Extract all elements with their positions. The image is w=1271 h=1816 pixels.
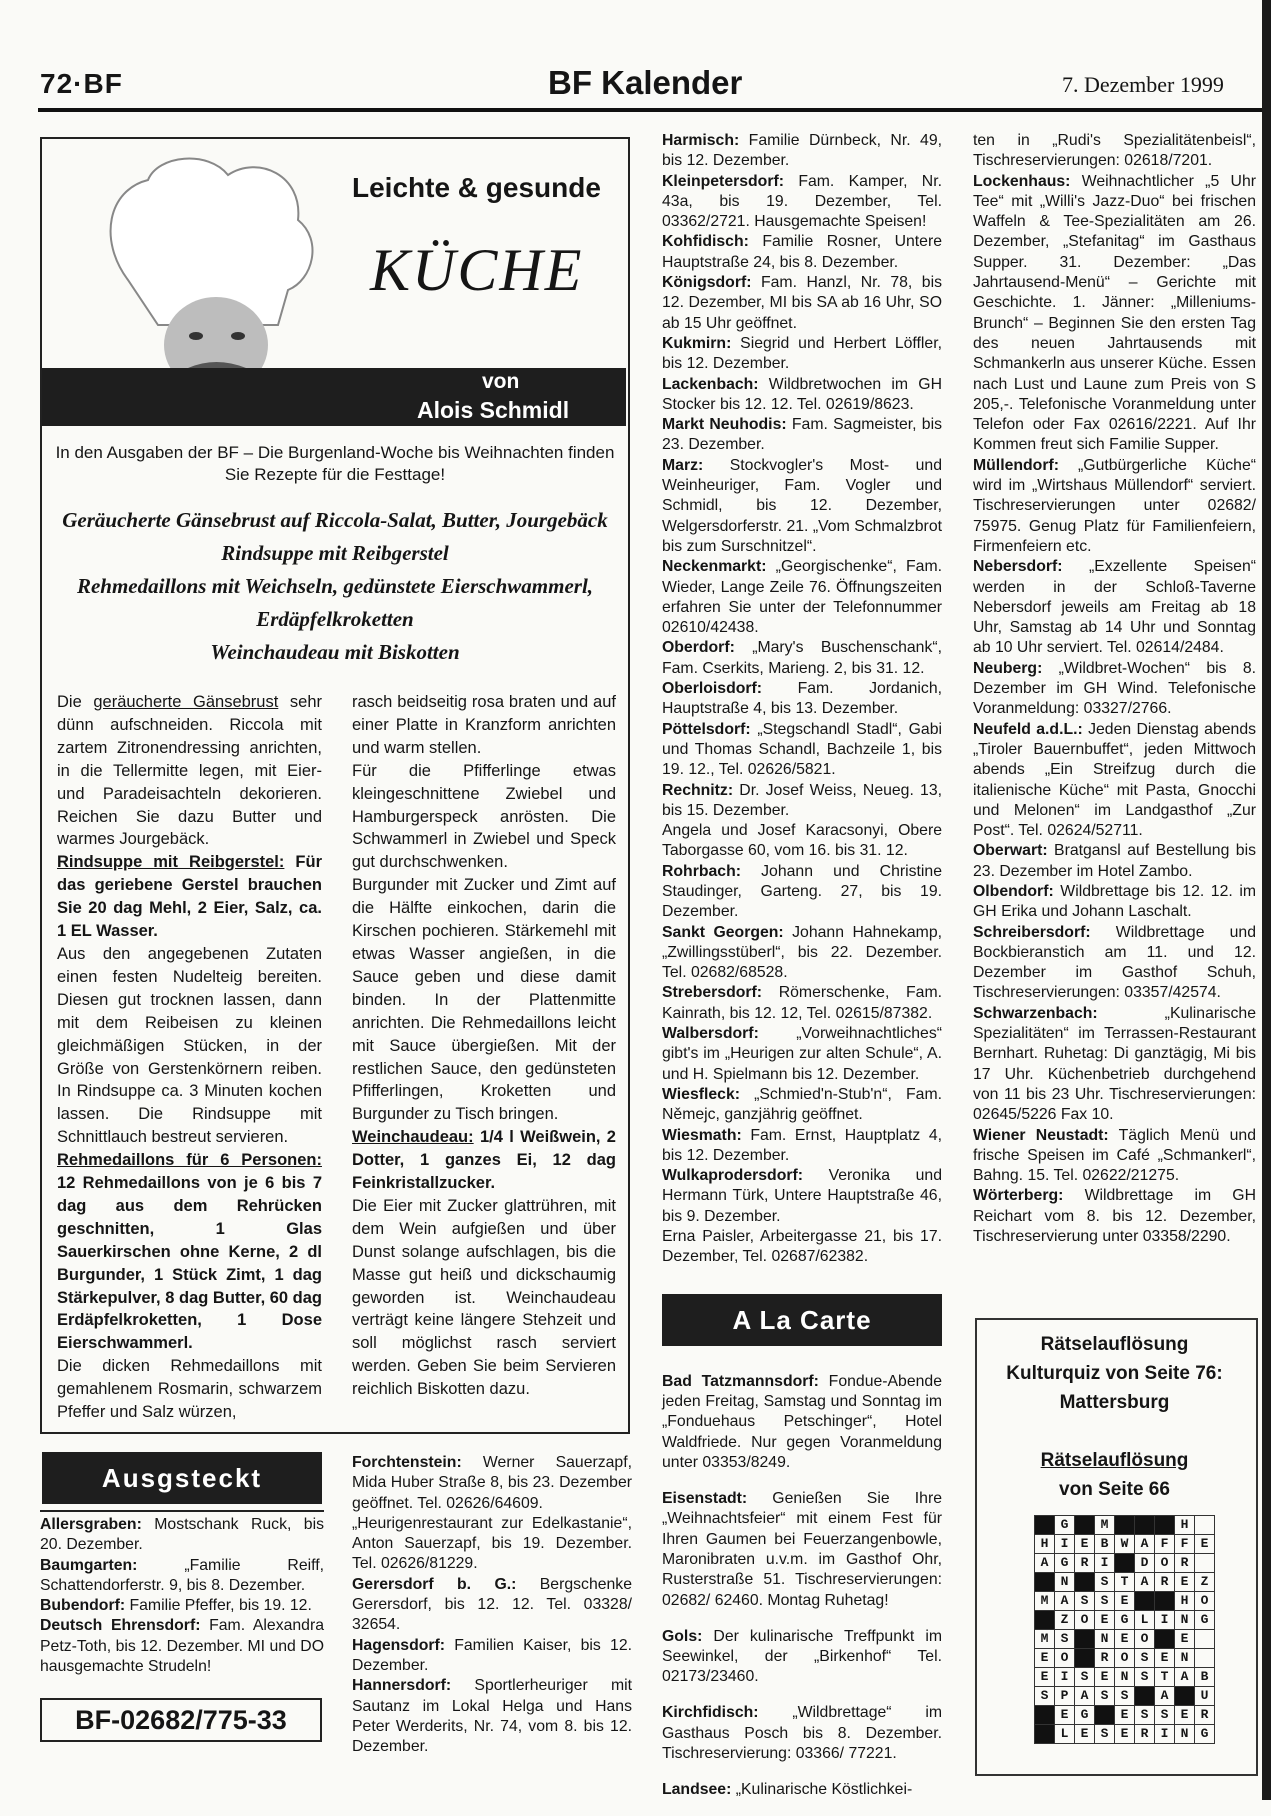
- crossword-cell: O: [1055, 1649, 1075, 1668]
- listing-place: Schreibersdorf:: [973, 923, 1091, 941]
- listing-place: Lackenbach:: [662, 375, 759, 393]
- crossword-cell: M: [1035, 1592, 1055, 1611]
- crossword-cell: I: [1155, 1611, 1175, 1630]
- listing-entry: [352, 1575, 632, 1636]
- crossword-cell: S: [1095, 1573, 1115, 1592]
- listing-place: Gerersdorf b. G.:: [352, 1575, 517, 1593]
- crossword-cell: F: [1175, 1535, 1195, 1554]
- header-rule: [38, 108, 1263, 112]
- listing-text: Mostschank Ruck, bis 20. Dezember.: [40, 1516, 324, 1554]
- quiz-answer: Mattersburg: [1059, 1392, 1170, 1413]
- crossword-cell: [1115, 1516, 1135, 1535]
- crossword-cell: Z: [1195, 1573, 1215, 1592]
- crossword-cell: G: [1075, 1706, 1095, 1725]
- crossword-cell: [1035, 1725, 1055, 1744]
- listing-place: Strebersdorf:: [662, 984, 763, 1002]
- crossword-cell: [1035, 1611, 1055, 1630]
- crossword-cell: S: [1115, 1687, 1135, 1706]
- crossword-cell: B: [1195, 1668, 1215, 1687]
- listing-place: Lockenhaus:: [973, 172, 1071, 190]
- listing-place: Oberwart:: [973, 842, 1048, 860]
- listing-place: Neufeld a.d.L.:: [973, 720, 1083, 738]
- listing-place: Wörterberg:: [973, 1187, 1064, 1205]
- crossword-cell: R: [1135, 1725, 1155, 1744]
- listing-place: Königsdorf:: [662, 274, 752, 292]
- listing-entry: [662, 1085, 942, 1126]
- crossword-cell: [1115, 1554, 1135, 1573]
- listing-entry: [352, 1514, 632, 1575]
- listing-place: Pöttelsdorf:: [662, 720, 751, 738]
- dish: Rindsuppe mit Reibgerstel: [221, 541, 449, 565]
- crossword-cell: [1035, 1573, 1055, 1592]
- crossword-solution-grid: [1034, 1515, 1215, 1744]
- crossword-cell: E: [1095, 1611, 1115, 1630]
- ausgsteckt-heading: Ausgsteckt: [42, 1452, 322, 1504]
- crossword-cell: G: [1055, 1516, 1075, 1535]
- listing-place: Kleinpetersdorf:: [662, 172, 785, 190]
- listing-text: Fam. Alexandra Petz-Toth, bis 12. Dezember. MI und DO hausgemachte Strudeln!: [40, 1617, 324, 1676]
- listing-place: Oberloisdorf:: [662, 680, 763, 698]
- listing-entry: [352, 1636, 632, 1677]
- crossword-cell: E: [1175, 1630, 1195, 1649]
- crossword-cell: S: [1155, 1706, 1175, 1725]
- crossword-cell: S: [1095, 1687, 1115, 1706]
- crossword-cell: T: [1115, 1573, 1135, 1592]
- byline-author: Alois Schmidl: [417, 397, 570, 423]
- crossword-cell: G: [1195, 1611, 1215, 1630]
- listing-text: „Heurigenrestaurant zur Edelkastanie“, Anton Sauerzapf, bis 19. Dezember. Tel. 02626/81229.: [352, 1514, 632, 1573]
- listing-text: „Wildbrettage“ im Gasthaus Posch bis 8. Dezember. Tischreservierung: 03366/ 77221.: [662, 1704, 942, 1762]
- listing-entry: [662, 1489, 942, 1611]
- crossword-cell: R: [1195, 1706, 1215, 1725]
- listing-text: Der kulinarische Treffpunkt im Seewinkel, der „Birkenhof“ Tel. 02173/23460.: [662, 1627, 942, 1686]
- listing-entry: [662, 273, 942, 334]
- listings-column-4: [973, 131, 1256, 1247]
- crossword-cell: I: [1055, 1668, 1075, 1687]
- listing-text: Bratgansl auf Bestellung bis 23. Dezember im Hotel Zambo.: [973, 842, 1256, 880]
- listing-place: Eisenstadt:: [662, 1490, 748, 1508]
- listing-entry: [973, 841, 1256, 882]
- crossword-cell: O: [1115, 1649, 1135, 1668]
- listing-text: Jeden Dienstag abends „Tiroler Bauernbuffet“, jeden Mittwoch abends „Ein Streifzug durch die italienische Küche“ mit Pasta, Gnocchi und Melonen“ im Landgasthof „Zur Post“. Tel. 02624/52711.: [973, 720, 1256, 840]
- listing-entry: [662, 1166, 942, 1227]
- feature-intro: In den Ausgaben der BF – Die Burgenland-Woche bis Weihnachten finden Sie Rezepte für die Festtage!: [55, 443, 615, 484]
- listing-entry: [662, 334, 942, 375]
- puzzle-heading: Rätselauflösung: [1040, 1450, 1189, 1471]
- crossword-cell: E: [1115, 1706, 1135, 1725]
- listing-entry: [40, 1616, 324, 1677]
- crossword-cell: S: [1095, 1592, 1115, 1611]
- listing-place: Harmisch:: [662, 132, 740, 149]
- crossword-cell: [1195, 1630, 1215, 1649]
- listing-entry: [973, 659, 1256, 720]
- crossword-cell: I: [1055, 1535, 1075, 1554]
- crossword-cell: [1155, 1592, 1175, 1611]
- listing-text: Familie Dürnbeck, Nr. 49, bis 12. Dezember.: [662, 132, 942, 170]
- listing-entry: [662, 1372, 942, 1473]
- crossword-cell: S: [1035, 1687, 1055, 1706]
- crossword-cell: G: [1195, 1725, 1215, 1744]
- feature-kicker: Leichte & gesunde: [352, 172, 601, 203]
- listing-text: „Exzellente Speisen“ werden in der Schloß-Taverne Nebersdorf jeweils am Freitag ab 18 Uhr, Samstag ab 14 Uhr und Sonntag ab 10 Uhr serviert. Tel. 02614/2484.: [973, 558, 1256, 657]
- listing-place: Schwarzenbach:: [973, 1004, 1098, 1022]
- menu-dishes: [52, 504, 618, 669]
- listing-entry: [662, 1703, 942, 1764]
- crossword-cell: B: [1095, 1535, 1115, 1554]
- listing-text: Wildbrettage bis 12. 12. im GH Erika und Johann Laschalt.: [973, 882, 1256, 921]
- crossword-cell: N: [1095, 1630, 1115, 1649]
- listing-place: Deutsch Ehrensdorf:: [40, 1617, 201, 1635]
- listing-place: Bubendorf:: [40, 1597, 126, 1615]
- listing-text: „Mary's Buschenschank“, Fam. Cserkits, Marieng. 2, bis 31. 12.: [662, 639, 942, 677]
- listing-entry: [662, 1627, 942, 1688]
- listing-text: Veronika und Hermann Türk, Untere Hauptstraße 46, bis 9. Dezember.: [662, 1167, 942, 1225]
- crossword-cell: H: [1175, 1592, 1195, 1611]
- listing-entry: [662, 232, 942, 273]
- listing-entry: [973, 131, 1256, 172]
- listing-entry: [662, 638, 942, 679]
- listing-text: „Stegschandl Stadl“, Gabi und Thomas Schandl, Bachzeile 1, bis 19. 12., Tel. 02626/5821.: [662, 720, 942, 779]
- listing-text: „Kulinarische Köstlichkei-: [731, 1781, 913, 1799]
- listing-entry: [973, 456, 1256, 557]
- listing-text: Bergschenke Gerersdorf, bis 12. 12. Tel. 03328/ 32654.: [352, 1575, 632, 1634]
- listing-entry: [973, 923, 1256, 1004]
- listing-text: Täglich Menü und frische Speisen im Café „Schmankerl“, Bahng. 15. Tel. 02622/21275.: [973, 1126, 1256, 1185]
- listing-place: Wiener Neustadt:: [973, 1126, 1109, 1144]
- listing-entry: [662, 821, 942, 862]
- listing-text: „Gutbürgerliche Küche“ wird im „Wirtshaus Müllendorf“ serviert. Tischreservierungen unter 02682/ 75975. Genug Platz für Familienfeiern, Firmenfeiern etc.: [973, 456, 1256, 555]
- page-title: BF Kalender: [548, 64, 743, 101]
- listing-text: Familie Rosner, Untere Hauptstraße 24, bis 8. Dezember.: [662, 233, 942, 271]
- crossword-cell: A: [1035, 1554, 1055, 1573]
- feature-headline: KÜCHE: [370, 237, 584, 303]
- crossword-cell: [1075, 1573, 1095, 1592]
- listing-text: Fondue-Abende jeden Freitag, Samstag und Sonntag im „Fonduehaus Petschinger“, Hotel Waldfriede. Nur gegen Voranmeldung unter 03353/8249.: [662, 1372, 942, 1471]
- listing-text: Angela und Josef Karacsonyi, Obere Taborgasse 60, vom 16. bis 31. 12.: [662, 822, 942, 860]
- section-rule: [40, 1510, 324, 1512]
- crossword-cell: [1195, 1649, 1215, 1668]
- crossword-cell: E: [1175, 1573, 1195, 1592]
- listing-text: Genießen Sie Ihre „Weihnachtsfeier“ mit einem Fest für Ihren Gaumen bei Feuerzangenbowle, Maronibraten u.v.m. im Gasthof Ohr, Rusterstraße 51. Tischreservierungen: 02682/ 62460. Montag Ruhetag!: [662, 1490, 942, 1609]
- listing-place: Oberdorf:: [662, 639, 735, 657]
- dish: Rehmedaillons mit Weichseln, gedünstete Eierschwammerl, Erdäpfelkroketten: [76, 574, 594, 631]
- crossword-cell: W: [1115, 1535, 1135, 1554]
- listing-place: Marz:: [662, 456, 704, 474]
- listing-text: Erna Paisler, Arbeitergasse 21, bis 17. Dezember, Tel. 02687/62382.: [662, 1228, 942, 1266]
- crossword-cell: M: [1035, 1630, 1055, 1649]
- crossword-cell: R: [1175, 1554, 1195, 1573]
- alacarte-listings: [662, 1356, 942, 1816]
- crossword-cell: O: [1135, 1630, 1155, 1649]
- dish: Geräucherte Gänsebrust auf Riccola-Salat, Butter, Jourgebäck: [62, 508, 608, 532]
- crossword-cell: S: [1095, 1725, 1115, 1744]
- listing-place: Sankt Georgen:: [662, 923, 784, 941]
- crossword-cell: N: [1175, 1725, 1195, 1744]
- crossword-cell: E: [1075, 1725, 1095, 1744]
- crossword-cell: F: [1155, 1535, 1175, 1554]
- crossword-cell: N: [1175, 1649, 1195, 1668]
- recipe-paragraph: Die Eier mit Zucker glattrühren, mit dem Wein aufgießen und über Dunst solange aufschlagen, bis die Masse gut heiß und dickschaumig geworden ist. Weinchaudeau verträgt keine längere Stehzeit und soll möglichst rasch serviert werden. Geben Sie beim Servieren reichlich Biskotten dazu.: [352, 1196, 616, 1399]
- quiz-subheading: Kulturquiz von Seite 76:: [1006, 1363, 1223, 1384]
- crossword-cell: E: [1155, 1649, 1175, 1668]
- listing-entry: [352, 1676, 632, 1757]
- crossword-cell: E: [1115, 1592, 1135, 1611]
- listing-place: Bad Tatzmannsdorf:: [662, 1372, 819, 1390]
- listing-entry: [662, 1126, 942, 1167]
- crossword-cell: E: [1035, 1668, 1055, 1687]
- listing-text: „Schmied'n-Stub'n“, Fam. Němejc, ganzjährig geöffnet.: [662, 1085, 942, 1124]
- listing-text: „Familie Reiff, Schattendorferstr. 9, bis 8. Dezember.: [40, 1556, 324, 1594]
- page-number: 72·BF: [40, 68, 123, 99]
- listing-entry: [662, 983, 942, 1024]
- crossword-cell: H: [1035, 1535, 1055, 1554]
- crossword-cell: S: [1075, 1592, 1095, 1611]
- listings-column-3: [662, 131, 942, 1268]
- listing-place: Forchtenstein:: [352, 1454, 462, 1471]
- listing-text: „Wildbret-Wochen“ bis 8. Dezember im GH Wind. Telefonische Voranmeldung: 03327/2766.: [973, 659, 1256, 718]
- crossword-cell: [1075, 1630, 1095, 1649]
- crossword-cell: S: [1075, 1668, 1095, 1687]
- recipe-paragraph: Rindsuppe mit Reibgerstel: Für das geriebene Gerstel brauchen Sie 20 dag Mehl, 2 Eier, Salz, ca. 1 EL Wasser.: [57, 853, 322, 941]
- crossword-cell: O: [1155, 1554, 1175, 1573]
- crossword-cell: G: [1055, 1554, 1075, 1573]
- crossword-cell: N: [1175, 1611, 1195, 1630]
- listing-entry: [973, 882, 1256, 923]
- listing-text: „Georgischenke“, Fam. Wieder, Lange Zeile 76. Öffnungszeiten erfahren Sie unter der Telefonnummer 02610/42438.: [662, 558, 942, 637]
- listing-place: Rechnitz:: [662, 781, 734, 799]
- listing-entry: [662, 557, 942, 638]
- quiz-heading: Rätselauflösung: [1040, 1334, 1189, 1355]
- listing-place: Olbendorf:: [973, 882, 1054, 900]
- listing-text: „Kulinarische Spezialitäten“ im Terrassen-Restaurant Bernhart. Ruhetag: Di ganztägig, Mi bis 17 Uhr. Küchenbetrieb durchgehend von 11 bis 23 Uhr. Tischreservierungen: 02645/5226 Fax 10.: [973, 1004, 1256, 1124]
- crossword-cell: T: [1155, 1668, 1175, 1687]
- crossword-cell: A: [1075, 1687, 1095, 1706]
- phone-box: BF-02682/775-33: [40, 1698, 322, 1742]
- crossword-cell: [1135, 1592, 1155, 1611]
- listing-place: Kohfidisch:: [662, 233, 749, 251]
- listing-text: Fam. Hanzl, Nr. 78, bis 12. Dezember, MI bis SA ab 16 Uhr, SO ab 15 Uhr geöffnet.: [662, 274, 942, 332]
- listing-entry: [662, 1024, 942, 1085]
- listing-entry: [662, 375, 942, 416]
- listing-text: Wildbretwochen im GH Stocker bis 12. 12. Tel. 02619/8623.: [662, 375, 942, 413]
- crossword-cell: L: [1135, 1611, 1155, 1630]
- recipe-paragraph: Rehmedaillons für 6 Personen: 12 Rehmedaillons von je 6 bis 7 dag aus dem Rehrücken geschnitten, 1 Glas Sauerkirschen ohne Kerne, 2 dl Burgunder, 1 Stück Zimt, 1 dag Stärkepulver, 8 dag Butter, 60 dag Erdäpfelkroketten, 1 Dose Eierschwammerl.: [57, 1151, 323, 1353]
- listing-place: Hagensdorf:: [352, 1636, 446, 1654]
- crossword-cell: S: [1135, 1668, 1155, 1687]
- crossword-cell: E: [1195, 1535, 1215, 1554]
- listing-text: Fam. Sagmeister, bis 23. Dezember.: [662, 416, 942, 454]
- byline-von: von: [482, 370, 520, 393]
- crossword-cell: [1155, 1630, 1175, 1649]
- listing-entry: [662, 862, 942, 923]
- recipe-paragraph: Weinchaudeau: 1/4 l Weißwein, 2 Dotter, 1 ganzes Ei, 12 dag Feinkristallzucker.: [352, 1128, 616, 1193]
- listing-text: Johann Hahnekamp, „Zwillingsstüberl“, bis 22. Dezember. Tel. 02682/68528.: [662, 923, 943, 982]
- listing-text: Fam. Jordanich, Hauptstraße 4, bis 13. Dezember.: [662, 680, 942, 718]
- quiz-solution-1: [975, 1330, 1254, 1417]
- recipe-paragraph: rasch beidseitig rosa braten und auf einer Platte in Kranzform anrichten und warm stellen.: [352, 693, 616, 757]
- listing-place: Kukmirn:: [662, 334, 732, 352]
- listing-text: Stockvogler's Most- und Weinheuriger, Fam. Vogler und Schmidl, bis 12. Dezember, Welgersdorferstr. 21. „Vom Schmalzbrot bis zum Surschnitzel“.: [662, 456, 942, 555]
- listing-place: Walbersdorf:: [662, 1025, 759, 1043]
- crossword-cell: [1155, 1516, 1175, 1535]
- crossword-cell: O: [1075, 1611, 1095, 1630]
- listing-entry: [662, 923, 942, 984]
- listing-place: Landsee:: [662, 1781, 732, 1799]
- listing-entry: [40, 1596, 324, 1616]
- recipe-paragraph: Für die Pfifferlinge etwas kleingeschnittene Zwiebel und Hamburgerspeck anrösten. Die Schwammerl in Zwiebel und Speck gut durchschwenken.: [352, 761, 616, 872]
- crossword-cell: R: [1075, 1554, 1095, 1573]
- listing-text: Werner Sauerzapf, Mida Huber Straße 8, bis 23. Dezember geöffnet. Tel. 02626/64609.: [352, 1454, 632, 1512]
- crossword-cell: I: [1095, 1554, 1115, 1573]
- listing-text: Weihnachtlicher „5 Uhr Tee“ mit „Willi's Jazz-Duo“ bei frischen Waffeln & Tee-Spezialitäten am 26. Dezember, „Stefanitag“ im Gasthaus Supper. 31. Dezember: „Das Jahrtausend-Menü“ – Gerichte mit Geschichte. 1. Jänner: „Milleniums-Brunch“ – Beginnen Sie den ersten Tag des neuen Jahrtausends mit Schmankerln aus unserer Küche. Essen nach Lust und Laune zum Preis von S 205,-. Telefonische Voranmeldung unter Telefon oder Fax 02616/2221. Auf Ihr Kommen freut sich Familie Supper.: [973, 172, 1256, 454]
- crossword-cell: S: [1055, 1630, 1075, 1649]
- listing-entry: [662, 720, 942, 781]
- crossword-cell: E: [1055, 1706, 1075, 1725]
- crossword-cell: [1135, 1687, 1155, 1706]
- listing-place: Markt Neuhodis:: [662, 416, 787, 434]
- listing-place: Allersgraben:: [40, 1516, 142, 1533]
- ausgsteckt-listings-2: [352, 1453, 632, 1757]
- listing-entry: [662, 781, 942, 822]
- crossword-cell: [1195, 1516, 1215, 1535]
- listing-text: Fam. Kamper, Nr. 43a, bis 19. Dezember, Tel. 03362/2721. Hausgemachte Speisen!: [662, 172, 942, 231]
- crossword-cell: E: [1115, 1630, 1135, 1649]
- crossword-cell: [1075, 1516, 1095, 1535]
- listing-entry: [973, 1004, 1256, 1126]
- listing-place: Wiesfleck:: [662, 1085, 740, 1103]
- listing-text: Römerschenke, Fam. Kainrath, bis 12. 12, Tel. 02615/87382.: [662, 984, 942, 1022]
- crossword-cell: A: [1155, 1687, 1175, 1706]
- crossword-cell: A: [1055, 1592, 1075, 1611]
- crossword-cell: [1075, 1649, 1095, 1668]
- recipe-paragraph: Die dicken Rehmedaillons mit gemahlenem Rosmarin, schwarzem Pfeffer und Salz würzen,: [57, 1357, 322, 1422]
- crossword-cell: N: [1115, 1668, 1135, 1687]
- listing-entry: [662, 172, 942, 233]
- listing-entry: [40, 1515, 324, 1556]
- recipe-paragraph: Burgunder mit Zucker und Zimt auf die Hälfte einkochen, darin die Kirschen pochieren. Stärkemehl mit etwas Wasser angießen, in die Sauce geben und diese damit binden. In der Plattenmitte anrichten. Die Rehmedaillons leicht mit Sauce übergießen. Mit der restlichen Sauce, den gedünsteten Pfifferlingen, Kroketten und Burgunder zu Tisch bringen.: [352, 876, 616, 1124]
- listing-text: „Vorweihnachtliches“ gibt's im „Heurigen zur alten Schule“, A. und H. Spielmann bis 12. Dezember.: [662, 1025, 942, 1083]
- crossword-cell: N: [1055, 1573, 1075, 1592]
- crossword-cell: R: [1155, 1573, 1175, 1592]
- crossword-cell: E: [1035, 1649, 1055, 1668]
- crossword-cell: [1035, 1706, 1055, 1725]
- listing-entry: [662, 415, 942, 456]
- crossword-cell: A: [1175, 1668, 1195, 1687]
- listing-place: Wulkaprodersdorf:: [662, 1167, 804, 1185]
- crossword-cell: G: [1115, 1611, 1135, 1630]
- listing-place: Kirchfidisch:: [662, 1704, 759, 1722]
- crossword-cell: L: [1055, 1725, 1075, 1744]
- crossword-cell: H: [1175, 1516, 1195, 1535]
- crossword-cell: D: [1135, 1554, 1155, 1573]
- listing-text: Familien Kaiser, bis 12. Dezember.: [352, 1636, 632, 1674]
- listing-entry: [662, 679, 942, 720]
- listing-entry: [973, 720, 1256, 842]
- listing-entry: [352, 1453, 632, 1514]
- crossword-cell: E: [1095, 1668, 1115, 1687]
- issue-date: 7. Dezember 1999: [1062, 72, 1224, 97]
- listing-entry: [973, 557, 1256, 658]
- dish: Weinchaudeau mit Biskotten: [210, 640, 460, 664]
- alacarte-heading: A La Carte: [662, 1294, 942, 1346]
- listing-place: Neuberg:: [973, 659, 1043, 677]
- crossword-cell: E: [1175, 1706, 1195, 1725]
- recipe-paragraph: Die geräucherte Gänsebrust sehr dünn aufschneiden. Riccola mit zartem Zitronendressing anrichten, in die Tellermitte legen, mit Eier- und Paradeisachteln dekorieren. Reichen Sie dazu Butter und warmes Jourgebäck.: [57, 693, 322, 849]
- listing-text: Fam. Ernst, Hauptplatz 4, bis 12. Dezember.: [662, 1126, 942, 1164]
- listing-text: Johann und Christine Staudinger, Garteng. 27, bis 19. Dezember.: [662, 862, 942, 921]
- listing-text: Siegrid und Herbert Löffler, bis 12. Dezember.: [662, 334, 942, 373]
- crossword-cell: R: [1095, 1649, 1115, 1668]
- listing-entry: [40, 1556, 324, 1597]
- listing-entry: [662, 456, 942, 557]
- listing-entry: [973, 1186, 1256, 1247]
- crossword-cell: I: [1155, 1725, 1175, 1744]
- listing-place: Gols:: [662, 1627, 703, 1645]
- crossword-cell: O: [1195, 1592, 1215, 1611]
- listing-text: ten in „Rudi's Spezialitätenbeisl“, Tischreservierungen: 02618/7201.: [973, 132, 1256, 170]
- listing-place: Rohrbach:: [662, 862, 741, 880]
- crossword-cell: S: [1135, 1706, 1155, 1725]
- listing-place: Baumgarten:: [40, 1556, 138, 1574]
- crossword-cell: M: [1095, 1516, 1115, 1535]
- crossword-cell: Z: [1055, 1611, 1075, 1630]
- crossword-cell: A: [1135, 1573, 1155, 1592]
- ausgsteckt-listings: [40, 1515, 324, 1677]
- listing-place: Müllendorf:: [973, 456, 1059, 474]
- crossword-cell: P: [1055, 1687, 1075, 1706]
- listing-place: Wiesmath:: [662, 1126, 742, 1144]
- recipe-column-2: [352, 691, 616, 1401]
- crossword-cell: [1095, 1706, 1115, 1725]
- listing-text: Dr. Josef Weiss, Neueg. 13, bis 15. Dezember.: [662, 781, 942, 819]
- listing-entry: [973, 172, 1256, 456]
- crossword-cell: S: [1135, 1649, 1155, 1668]
- recipe-column-1: [57, 691, 322, 1424]
- listing-entry: [662, 1780, 942, 1800]
- scan-edge: [1262, 0, 1271, 1800]
- crossword-cell: [1035, 1516, 1055, 1535]
- listing-text: Wildbrettage und Bockbieranstich am 11. und 12. Dezember im Gasthof Schuh, Tischreservierungen: 03357/42574.: [973, 923, 1256, 1002]
- listing-entry: [662, 131, 942, 172]
- listing-text: Familie Pfeffer, bis 19. 12.: [125, 1597, 312, 1615]
- chef-portrait: [88, 150, 326, 405]
- byline-bar: [42, 368, 626, 426]
- crossword-cell: [1175, 1687, 1195, 1706]
- crossword-cell: [1195, 1554, 1215, 1573]
- listing-entry: [973, 1126, 1256, 1187]
- listing-entry: [662, 1227, 942, 1268]
- crossword-cell: E: [1075, 1535, 1095, 1554]
- recipe-paragraph: Aus den angegebenen Zutaten einen festen Nudelteig bereiten. Diesen gut trocknen lassen, dann mit dem Reibeisen zu kleinen gleichmäßigen Stücken, in der Größe von Gerstenkörnern reiben. In Rindsuppe ca. 3 Minuten kochen lassen. Die Rindsuppe mit Schnittlauch bestreut servieren.: [57, 944, 322, 1147]
- crossword-cell: E: [1115, 1725, 1135, 1744]
- crossword-cell: U: [1195, 1687, 1215, 1706]
- listing-place: Neckenmarkt:: [662, 558, 767, 576]
- quiz-solution-2: [975, 1446, 1254, 1504]
- listing-place: Nebersdorf:: [973, 558, 1063, 576]
- crossword-cell: A: [1135, 1535, 1155, 1554]
- listing-text: Wildbrettage im GH Reichart vom 8. bis 12. Dezember, Tischreservierung unter 03358/2290.: [973, 1187, 1256, 1246]
- puzzle-subheading: von Seite 66: [1059, 1479, 1170, 1500]
- crossword-cell: [1135, 1516, 1155, 1535]
- listing-text: Sportlerheuriger mit Sautanz im Lokal Helga und Hans Peter Werderits, Nr. 74, vom 8. bis 12. Dezember.: [352, 1677, 632, 1756]
- listing-place: Hannersdorf:: [352, 1677, 452, 1695]
